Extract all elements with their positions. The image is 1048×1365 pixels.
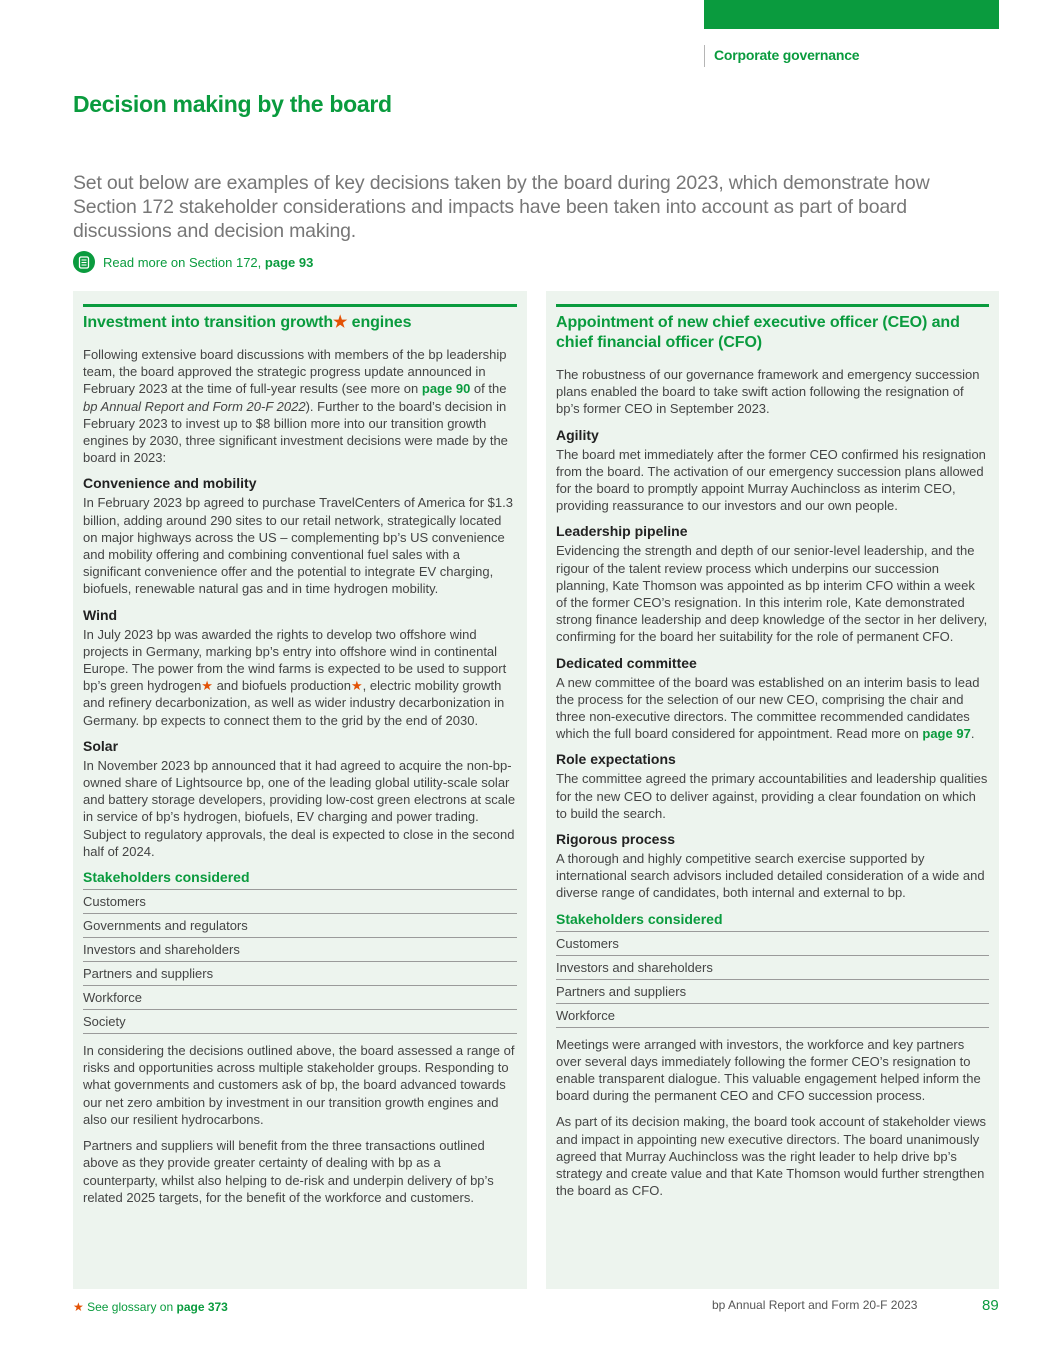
agility-text: The board met immediately after the former CEO confirmed his resignation from the board. The activation of our emergency succession plans allowed for the board to promptly appoint Murray Auchincloss as interim CEO, providing reassurance to our investors and our own people. xyxy=(556,446,986,514)
wind-text xyxy=(83,626,517,729)
list-item: Workforce xyxy=(83,986,517,1010)
glossary-page-link[interactable]: page 373 xyxy=(176,1300,228,1314)
glossary-star-icon: ★ xyxy=(201,678,213,694)
wind-text-c: , electric mobility growth and refinery decarbonization, as well as wider industry decarbonization in Germany. bp expects to connect them to the grid by the end of 2030. xyxy=(83,678,505,728)
pipeline-heading: Leadership pipeline xyxy=(556,523,688,540)
committee-text-b: . xyxy=(970,726,975,742)
decision-text: As part of its decision making, the board took account of stakeholder views and impact in appointing new executive directors. The board unanimously agreed that Murray Auchincloss was the right leader to help drive bp’s strategy and create value and that Kate Thomson would further strengthen the board as CFO. xyxy=(556,1114,986,1199)
pipeline-text: Evidencing the strength and depth of our senior-level leadership, and the rigour of the talent review process which underpins our succession planning, Kate Thomson was appointed as bp interim CFO within a week of the former CEO’s resignation. In this interim role, Kate demonstrated strong finance leadership and deep knowledge of the sector in her delivery, confirming for the board her suitability for the role of permanent CFO. xyxy=(556,543,988,645)
convenience-heading: Convenience and mobility xyxy=(83,475,257,492)
process-heading: Rigorous process xyxy=(556,831,676,848)
committee-text-a: A new committee of the board was established on an interim basis to lead the process for the selection of our new CEO, comprising the chair and three non-executive directors. The committee recommended candidates which the full board considered for appointment. Read more on xyxy=(556,674,980,742)
investment-heading-text: Investment into transition growth xyxy=(83,314,334,331)
stakeholders-list xyxy=(83,890,517,1034)
appointment-panel xyxy=(546,291,999,1289)
agility-heading: Agility xyxy=(556,426,599,443)
glossary-star-icon: ★ xyxy=(73,1300,84,1314)
investment-intro-text-3: ). Further to the board’s decision in February 2023 to invest up to $8 billion more into our transition growth engines by 2030, three significant investment decisions were made by the board in 2023: xyxy=(83,398,508,466)
page-number: 89 xyxy=(982,1297,999,1314)
panel-top-rule xyxy=(556,304,989,307)
stakeholders-heading: Stakeholders considered xyxy=(83,868,517,890)
appointment-heading: Appointment of new chief executive officer (CEO) and chief financial officer (CFO) xyxy=(556,314,960,351)
list-item: Investors and shareholders xyxy=(83,938,517,962)
panel-top-rule xyxy=(83,304,517,307)
read-more-page-link[interactable]: page 93 xyxy=(264,254,314,270)
read-more-text: Read more on Section 172, xyxy=(103,254,262,270)
list-item: Customers xyxy=(556,932,989,956)
investment-heading xyxy=(83,313,517,333)
investment-intro xyxy=(83,346,517,466)
page-97-link[interactable]: page 97 xyxy=(922,726,971,742)
page-90-link[interactable]: page 90 xyxy=(421,381,471,397)
investment-intro-text-2: of the xyxy=(470,381,507,397)
investment-intro-text: Following extensive board discussions with members of the bp leadership team, the board approved the strategic progress update announced in February 2023 at the time of full-year results (see more on xyxy=(83,347,507,397)
list-item: Governments and regulators xyxy=(83,914,517,938)
list-item: Investors and shareholders xyxy=(556,956,989,980)
glossary-note xyxy=(73,1300,228,1314)
wind-text-a: In July 2023 bp was awarded the rights to develop two offshore wind projects in Germany, marking bp’s entry into offshore wind in continental Europe. The power from the wind farms is expected to be used to support bp’s green hydrogen xyxy=(83,626,507,694)
investment-heading-suffix: engines xyxy=(347,314,412,331)
list-item: Partners and suppliers xyxy=(83,962,517,986)
considering-text: In considering the decisions outlined above, the board assessed a range of risks and opportunities across multiple stakeholder groups. Responding to what governments and customers ask of bp, the board advanced towards our net zero ambition by investment in our transition growth engines and also our resilient hydrocarbons. xyxy=(83,1043,515,1127)
process-text: A thorough and highly competitive search exercise supported by international search advisors included detailed consideration of a wide and diverse range of candidates, both internal and external to bp. xyxy=(556,851,985,901)
list-item: Workforce xyxy=(556,1004,989,1028)
role-heading: Role expectations xyxy=(556,751,676,768)
read-more-link[interactable] xyxy=(73,251,313,273)
stakeholders-list xyxy=(556,932,989,1028)
committee-heading: Dedicated committee xyxy=(556,654,697,671)
report-name: bp Annual Report and Form 20-F 2023 xyxy=(712,1298,918,1312)
list-item: Partners and suppliers xyxy=(556,980,989,1004)
solar-heading: Solar xyxy=(83,737,119,754)
report-reference: bp Annual Report and Form 20-F 2022 xyxy=(83,398,306,414)
intro-paragraph: Set out below are examples of key decisions taken by the board during 2023, which demonstrate how Section 172 stakeholder considerations and impacts have been taken into account as part of board discussions and decision making. xyxy=(73,172,930,242)
glossary-star-icon: ★ xyxy=(351,678,363,694)
page-title: Decision making by the board xyxy=(73,91,392,117)
section-label: Corporate governance xyxy=(704,45,859,67)
glossary-star-icon: ★ xyxy=(333,314,348,331)
convenience-text: In February 2023 bp agreed to purchase TravelCenters of America for $1.3 billion, adding around 290 sites to our retail network, strategically located on major highways across the US – complementing bp’s US convenience and mobility offering and combining conventional fuel sales with a significant convenience offer and the potential to integrate EV charging, biofuels, renewable natural gas and in time hydrogen mobility. xyxy=(83,495,513,597)
glossary-text: See glossary on xyxy=(83,1300,177,1314)
committee-text xyxy=(556,674,989,743)
role-text: The committee agreed the primary accountabilities and leadership qualities for the new CEO to deliver against, providing a clear foundation on which to build the search. xyxy=(556,771,988,821)
meetings-text: Meetings were arranged with investors, the workforce and key partners over several days immediately following the former CEO’s resignation to enable transparent dialogue. This valuable engagement helped inform the board during the permanent CEO and CFO succession process. xyxy=(556,1036,981,1104)
wind-text-b: and biofuels production xyxy=(212,678,351,694)
solar-text: In November 2023 bp announced that it had agreed to acquire the non-bp-owned share of Lightsource bp, one of the leading global utility-scale solar and battery storage developers, providing low-cost green electrons at scale in service of bp’s hydrogen, biofuels, EV charging and power trading. Subject to regulatory approvals, the deal is expected to close in the second half of 2024. xyxy=(83,757,516,859)
appointment-intro: The robustness of our governance framework and emergency succession plans enabled the board to take swift action following the resignation of bp’s former CEO in September 2023. xyxy=(556,367,980,417)
header-accent-bar xyxy=(704,0,999,29)
document-icon xyxy=(73,251,95,273)
list-item: Society xyxy=(83,1010,517,1034)
investment-panel xyxy=(73,291,527,1289)
stakeholders-heading: Stakeholders considered xyxy=(556,910,989,932)
list-item: Customers xyxy=(83,890,517,914)
partners-text: Partners and suppliers will benefit from the three transactions outlined above as they provide greater certainty of dealing with bp as a counterparty, whilst also helping to de-risk and underpin delivery of bp’s related 2025 targets, for the benefit of the workforce and customers. xyxy=(83,1138,494,1205)
wind-heading: Wind xyxy=(83,606,118,623)
